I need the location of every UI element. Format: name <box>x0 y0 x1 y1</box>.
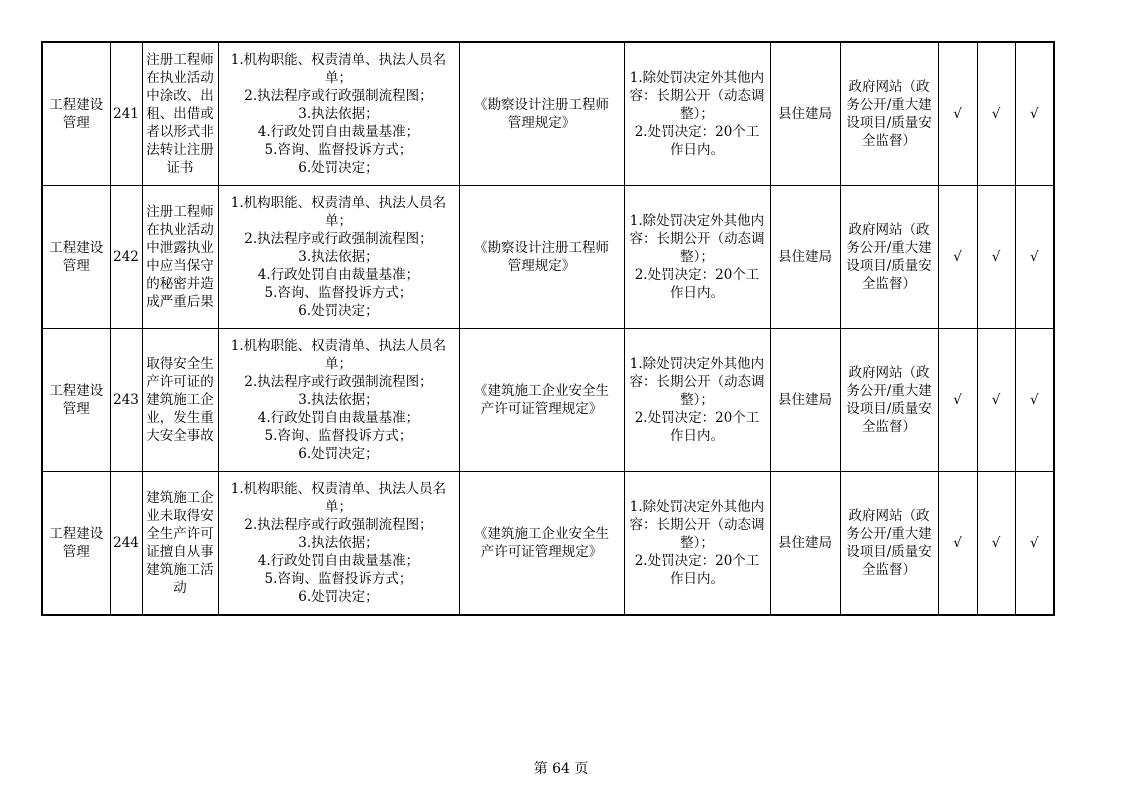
basis-cell: 《建筑施工企业安全生产许可证管理规定》 <box>459 472 624 616</box>
content-line: 2.执法程序或行政强制流程图； <box>244 374 433 390</box>
number-cell: 243 <box>110 329 142 472</box>
content-line: 6.处罚决定； <box>298 303 379 319</box>
content-line: 5.咨询、监督投诉方式； <box>264 571 413 587</box>
time-limit-cell <box>624 186 770 329</box>
time-limit-cell <box>624 329 770 472</box>
content-line: 1.机构职能、权责清单、执法人员名单； <box>230 195 447 229</box>
content-line: 5.咨询、监督投诉方式； <box>264 142 413 158</box>
table-row <box>42 42 1054 186</box>
item-cell: 建筑施工企业未取得安全生产许可证擅自从事建筑施工活动 <box>142 472 218 616</box>
disclosure-table <box>41 41 1055 616</box>
content-line: 3.执法依据； <box>298 249 379 265</box>
content-line: 4.行政处罚自由裁量基准； <box>257 267 420 283</box>
content-line: 3.执法依据； <box>298 392 379 408</box>
channel-cell: 政府网站（政务公开/重大建设项目/质量安全监督） <box>840 472 938 616</box>
table-row <box>42 186 1054 329</box>
check-mark-cell: √ <box>1015 329 1054 472</box>
content-cell <box>218 472 459 616</box>
table-row <box>42 472 1054 616</box>
time-limit-line: 2.处罚决定：20个工作日内。 <box>634 553 760 587</box>
check-mark-cell: √ <box>938 42 977 186</box>
basis-cell: 《建筑施工企业安全生产许可证管理规定》 <box>459 329 624 472</box>
content-line: 2.执法程序或行政强制流程图； <box>244 231 433 247</box>
content-line: 5.咨询、监督投诉方式； <box>264 285 413 301</box>
content-line: 1.机构职能、权责清单、执法人员名单； <box>230 481 447 515</box>
item-cell: 取得安全生产许可证的建筑施工企业，发生重大安全事故 <box>142 329 218 472</box>
content-line: 2.执法程序或行政强制流程图； <box>244 88 433 104</box>
time-limit-line: 1.除处罚决定外其他内容：长期公开（动态调整）； <box>629 356 765 408</box>
channel-cell: 政府网站（政务公开/重大建设项目/质量安全监督） <box>840 329 938 472</box>
table-body <box>42 42 1054 615</box>
number-cell: 242 <box>110 186 142 329</box>
time-limit-line: 2.处罚决定：20个工作日内。 <box>634 124 760 158</box>
content-line: 6.处罚决定； <box>298 160 379 176</box>
content-line: 6.处罚决定； <box>298 446 379 462</box>
check-mark-cell: √ <box>1015 472 1054 616</box>
basis-cell: 《勘察设计注册工程师管理规定》 <box>459 42 624 186</box>
content-cell <box>218 186 459 329</box>
category-cell: 工程建设管理 <box>42 42 110 186</box>
number-cell: 244 <box>110 472 142 616</box>
check-mark-cell: √ <box>1015 186 1054 329</box>
table-row <box>42 329 1054 472</box>
time-limit-line: 1.除处罚决定外其他内容：长期公开（动态调整）； <box>629 213 765 265</box>
check-mark-cell: √ <box>938 329 977 472</box>
content-line: 1.机构职能、权责清单、执法人员名单； <box>230 52 447 86</box>
content-line: 6.处罚决定； <box>298 589 379 605</box>
content-line: 5.咨询、监督投诉方式； <box>264 428 413 444</box>
time-limit-cell <box>624 42 770 186</box>
channel-cell: 政府网站（政务公开/重大建设项目/质量安全监督） <box>840 42 938 186</box>
check-mark-cell: √ <box>938 186 977 329</box>
content-line: 3.执法依据； <box>298 106 379 122</box>
agency-cell: 县住建局 <box>770 186 840 329</box>
item-cell: 注册工程师在执业活动中涂改、出租、出借或者以形式非法转让注册证书 <box>142 42 218 186</box>
agency-cell: 县住建局 <box>770 329 840 472</box>
check-mark-cell: √ <box>977 472 1015 616</box>
content-cell <box>218 329 459 472</box>
category-cell: 工程建设管理 <box>42 186 110 329</box>
category-cell: 工程建设管理 <box>42 472 110 616</box>
time-limit-line: 2.处罚决定：20个工作日内。 <box>634 267 760 301</box>
check-mark-cell: √ <box>977 42 1015 186</box>
time-limit-line: 1.除处罚决定外其他内容：长期公开（动态调整）； <box>629 499 765 551</box>
page-number: 第 64 页 <box>533 761 589 777</box>
time-limit-line: 1.除处罚决定外其他内容：长期公开（动态调整）； <box>629 70 765 122</box>
category-cell: 工程建设管理 <box>42 329 110 472</box>
content-line: 4.行政处罚自由裁量基准； <box>257 410 420 426</box>
agency-cell: 县住建局 <box>770 42 840 186</box>
check-mark-cell: √ <box>977 329 1015 472</box>
time-limit-cell <box>624 472 770 616</box>
content-line: 1.机构职能、权责清单、执法人员名单； <box>230 338 447 372</box>
check-mark-cell: √ <box>977 186 1015 329</box>
channel-cell: 政府网站（政务公开/重大建设项目/质量安全监督） <box>840 186 938 329</box>
basis-cell: 《勘察设计注册工程师管理规定》 <box>459 186 624 329</box>
content-line: 2.执法程序或行政强制流程图； <box>244 517 433 533</box>
content-line: 4.行政处罚自由裁量基准； <box>257 124 420 140</box>
item-cell: 注册工程师在执业活动中泄露执业中应当保守的秘密并造成严重后果 <box>142 186 218 329</box>
content-line: 4.行政处罚自由裁量基准； <box>257 553 420 569</box>
content-cell <box>218 42 459 186</box>
agency-cell: 县住建局 <box>770 472 840 616</box>
number-cell: 241 <box>110 42 142 186</box>
check-mark-cell: √ <box>1015 42 1054 186</box>
check-mark-cell: √ <box>938 472 977 616</box>
time-limit-line: 2.处罚决定：20个工作日内。 <box>634 410 760 444</box>
content-line: 3.执法依据； <box>298 535 379 551</box>
